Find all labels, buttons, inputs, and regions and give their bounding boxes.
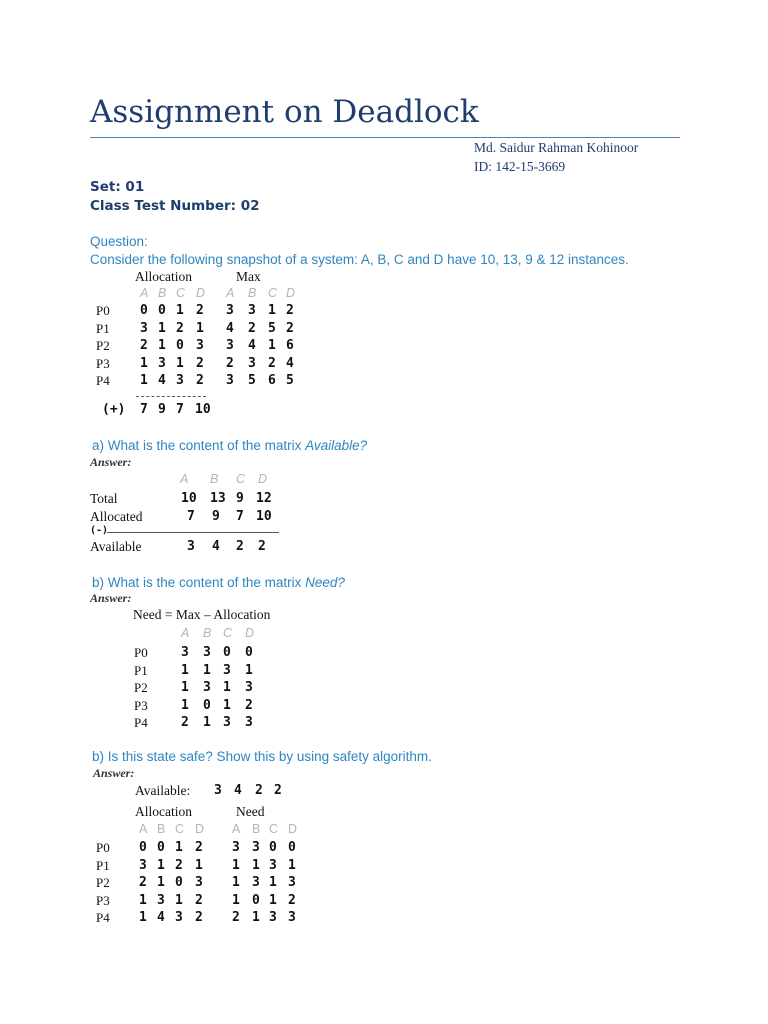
safety-allocation-cell: 1 <box>139 910 147 925</box>
sum-cell: 9 <box>158 402 166 417</box>
allocation-cell: 1 <box>140 355 148 371</box>
safety-need-cell: 1 <box>232 892 240 908</box>
author-name: Md. Saidur Rahman Kohinoor <box>474 140 639 155</box>
safety-need-cell: 1 <box>232 875 240 890</box>
safety-allocation-col-header: A <box>139 822 148 836</box>
need-cell: 0 <box>245 645 253 660</box>
allocation-header: Allocation <box>135 269 192 284</box>
allocated-cell: 7 <box>187 509 195 524</box>
allocation-cell: 3 <box>176 373 184 388</box>
allocated-cell: 7 <box>236 509 244 524</box>
allocation-col-header: D <box>196 286 206 300</box>
max-cell: 5 <box>286 373 294 388</box>
available-col-header: A <box>180 472 189 486</box>
answer-b-label: Answer: <box>90 591 132 605</box>
safety-need-header: Need <box>236 804 265 819</box>
allocation-cell: 0 <box>176 338 184 353</box>
max-cell: 3 <box>248 303 256 318</box>
process-label: P3 <box>96 892 110 908</box>
author-id: ID: 142-15-3669 <box>474 159 566 174</box>
max-cell: 2 <box>268 355 276 371</box>
max-col-header: C <box>268 286 278 300</box>
max-cell: 3 <box>226 373 234 388</box>
max-cell: 2 <box>226 355 234 371</box>
safety-allocation-header: Allocation <box>135 804 192 819</box>
need-cell: 1 <box>203 662 211 678</box>
allocation-cell: 1 <box>176 303 184 318</box>
max-cell: 3 <box>248 355 256 371</box>
safety-allocation-col-header: C <box>175 822 185 836</box>
safety-allocation-cell: 0 <box>139 840 147 855</box>
available-cell: 3 <box>187 539 195 554</box>
question-b-text: b) What is the content of the matrix <box>92 575 306 590</box>
max-cell: 1 <box>268 338 276 353</box>
available-value: 3 <box>214 783 222 798</box>
safety-allocation-cell: 4 <box>157 910 165 925</box>
safety-allocation-col-header: B <box>157 822 166 836</box>
set-number: Set: 01 <box>90 179 145 195</box>
safety-need-cell: 3 <box>252 875 260 890</box>
question-label: Question: <box>90 234 148 249</box>
question-text: Consider the following snapshot of a system: A, B, C and D have 10, 13, 9 & 12 instances. <box>90 252 629 267</box>
available-col-header: D <box>258 472 268 486</box>
allocation-cell: 1 <box>196 320 204 336</box>
max-cell: 2 <box>248 320 256 336</box>
class-test-number: Class Test Number: 02 <box>90 198 260 214</box>
max-cell: 1 <box>268 303 276 318</box>
allocation-cell: 2 <box>196 355 204 371</box>
need-cell: 1 <box>181 680 189 695</box>
safety-need-cell: 3 <box>288 875 296 890</box>
process-label: P2 <box>96 875 110 890</box>
max-header: Max <box>236 269 261 284</box>
minus-label: (-) <box>90 525 109 536</box>
safety-need-cell: 1 <box>269 875 277 890</box>
process-label: P2 <box>96 338 110 353</box>
need-cell: 0 <box>203 697 211 713</box>
need-cell: 3 <box>223 715 231 730</box>
safety-need-cell: 1 <box>232 857 240 873</box>
question-a <box>92 438 367 453</box>
available-value: 2 <box>255 783 263 798</box>
need-cell: 1 <box>181 697 189 713</box>
max-cell: 3 <box>226 338 234 353</box>
process-label: P4 <box>96 373 110 388</box>
total-cell: 9 <box>236 491 244 506</box>
total-cell: 10 <box>181 491 197 506</box>
allocation-cell: 0 <box>158 303 166 318</box>
safety-need-cell: 1 <box>269 892 277 908</box>
process-label: P4 <box>96 910 110 925</box>
allocation-cell: 2 <box>196 373 204 388</box>
process-label: P2 <box>134 680 148 695</box>
sum-divider <box>136 396 206 397</box>
allocated-cell: 10 <box>256 509 272 524</box>
max-cell: 2 <box>286 303 294 318</box>
process-label: P1 <box>134 662 148 678</box>
question-b-emphasis: Need? <box>305 575 345 590</box>
available-cell: 2 <box>258 539 266 554</box>
process-label: P0 <box>96 303 110 318</box>
need-cell: 1 <box>245 662 253 678</box>
safety-allocation-cell: 0 <box>175 875 183 890</box>
total-label: Total <box>90 491 118 506</box>
need-col-header: D <box>245 626 255 640</box>
need-cell: 1 <box>181 662 189 678</box>
safety-need-cell: 1 <box>252 910 260 925</box>
safety-need-cell: 3 <box>269 910 277 925</box>
allocation-cell: 2 <box>196 303 204 318</box>
allocated-label: Allocated <box>90 509 143 524</box>
max-cell: 6 <box>268 373 276 388</box>
question-a-text: a) What is the content of the matrix <box>92 438 306 453</box>
safety-need-cell: 0 <box>252 892 260 908</box>
safety-allocation-cell: 2 <box>195 840 203 855</box>
safety-need-cell: 2 <box>232 910 240 925</box>
max-cell: 6 <box>286 338 294 353</box>
max-col-header: D <box>286 286 296 300</box>
process-label: P4 <box>134 715 148 730</box>
need-cell: 3 <box>203 680 211 695</box>
need-cell: 3 <box>181 645 189 660</box>
available-label: Available: <box>135 783 191 798</box>
safety-need-col-header: C <box>269 822 279 836</box>
allocation-col-header: A <box>140 286 149 300</box>
sum-cell: 10 <box>195 402 211 417</box>
safety-need-col-header: D <box>288 822 298 836</box>
allocation-cell: 1 <box>158 338 166 353</box>
available-row-label: Available <box>90 539 142 554</box>
safety-allocation-cell: 1 <box>139 892 147 908</box>
page-title: Assignment on Deadlock <box>90 94 479 130</box>
title-divider <box>90 137 680 138</box>
safety-need-cell: 3 <box>252 840 260 855</box>
safety-need-cell: 1 <box>252 857 260 873</box>
sum-cell: 7 <box>176 402 184 417</box>
available-col-header: C <box>236 472 246 486</box>
safety-allocation-cell: 0 <box>157 840 165 855</box>
allocation-cell: 3 <box>196 338 204 353</box>
safety-allocation-cell: 2 <box>195 910 203 925</box>
safety-allocation-cell: 1 <box>175 840 183 855</box>
safety-need-cell: 2 <box>288 892 296 908</box>
allocation-cell: 1 <box>140 373 148 388</box>
available-value: 2 <box>274 783 282 798</box>
max-cell: 4 <box>286 355 294 371</box>
need-cell: 3 <box>245 680 253 695</box>
safety-allocation-cell: 3 <box>175 910 183 925</box>
safety-need-cell: 3 <box>269 857 277 873</box>
allocation-cell: 3 <box>158 355 166 371</box>
need-cell: 2 <box>181 715 189 730</box>
allocation-cell: 2 <box>176 320 184 336</box>
need-cell: 3 <box>223 662 231 678</box>
need-cell: 3 <box>203 645 211 660</box>
available-cell: 2 <box>236 539 244 554</box>
safety-need-cell: 0 <box>288 840 296 855</box>
allocation-cell: 2 <box>140 338 148 353</box>
max-cell: 5 <box>248 373 256 388</box>
process-label: P1 <box>96 320 110 336</box>
allocation-cell: 0 <box>140 303 148 318</box>
total-cell: 12 <box>256 491 272 506</box>
answer-c-label: Answer: <box>93 766 135 780</box>
need-cell: 3 <box>245 715 253 730</box>
question-c: b) Is this state safe? Show this by using safety algorithm. <box>92 749 432 764</box>
need-cell: 1 <box>223 680 231 695</box>
process-label: P3 <box>134 697 148 713</box>
safety-allocation-cell: 1 <box>157 875 165 890</box>
need-col-header: C <box>223 626 233 640</box>
safety-need-cell: 3 <box>232 840 240 855</box>
question-b <box>92 575 345 590</box>
process-label: P0 <box>134 645 148 660</box>
max-cell: 5 <box>268 320 276 336</box>
total-cell: 13 <box>210 491 226 506</box>
safety-allocation-cell: 1 <box>157 857 165 873</box>
safety-allocation-cell: 1 <box>175 892 183 908</box>
answer-a-label: Answer: <box>90 455 132 469</box>
safety-need-col-header: A <box>232 822 241 836</box>
safety-need-col-header: B <box>252 822 261 836</box>
allocation-cell: 1 <box>158 320 166 336</box>
allocation-cell: 3 <box>140 320 148 336</box>
available-value: 4 <box>234 783 242 798</box>
allocation-col-header: B <box>158 286 167 300</box>
safety-need-cell: 3 <box>288 910 296 925</box>
safety-need-cell: 0 <box>269 840 277 855</box>
sum-cell: 7 <box>140 402 148 417</box>
max-cell: 2 <box>286 320 294 336</box>
safety-need-cell: 1 <box>288 857 296 873</box>
process-label: P0 <box>96 840 110 855</box>
allocation-cell: 4 <box>158 373 166 388</box>
safety-allocation-cell: 1 <box>195 857 203 873</box>
process-label: P3 <box>96 355 110 371</box>
need-cell: 2 <box>245 697 253 713</box>
need-col-header: B <box>203 626 212 640</box>
need-col-header: A <box>181 626 190 640</box>
max-cell: 4 <box>248 338 256 353</box>
max-cell: 4 <box>226 320 234 336</box>
safety-allocation-cell: 2 <box>139 875 147 890</box>
safety-allocation-cell: 3 <box>157 892 165 908</box>
sum-label: (+) <box>102 402 126 417</box>
process-label: P1 <box>96 857 110 873</box>
safety-allocation-cell: 2 <box>195 892 203 908</box>
available-cell: 4 <box>212 539 220 554</box>
need-cell: 0 <box>223 645 231 660</box>
safety-allocation-col-header: D <box>195 822 205 836</box>
need-formula: Need = Max – Allocation <box>133 607 271 622</box>
question-a-emphasis: Available? <box>305 438 368 453</box>
available-col-header: B <box>210 472 219 486</box>
subtract-divider <box>107 532 279 533</box>
safety-allocation-cell: 3 <box>139 857 147 873</box>
max-cell: 3 <box>226 303 234 318</box>
allocated-cell: 9 <box>212 509 220 524</box>
need-cell: 1 <box>223 697 231 713</box>
need-cell: 1 <box>203 715 211 730</box>
safety-allocation-cell: 3 <box>195 875 203 890</box>
allocation-col-header: C <box>176 286 186 300</box>
safety-allocation-cell: 2 <box>175 857 183 873</box>
allocation-cell: 1 <box>176 355 184 371</box>
max-col-header: B <box>248 286 257 300</box>
max-col-header: A <box>226 286 235 300</box>
